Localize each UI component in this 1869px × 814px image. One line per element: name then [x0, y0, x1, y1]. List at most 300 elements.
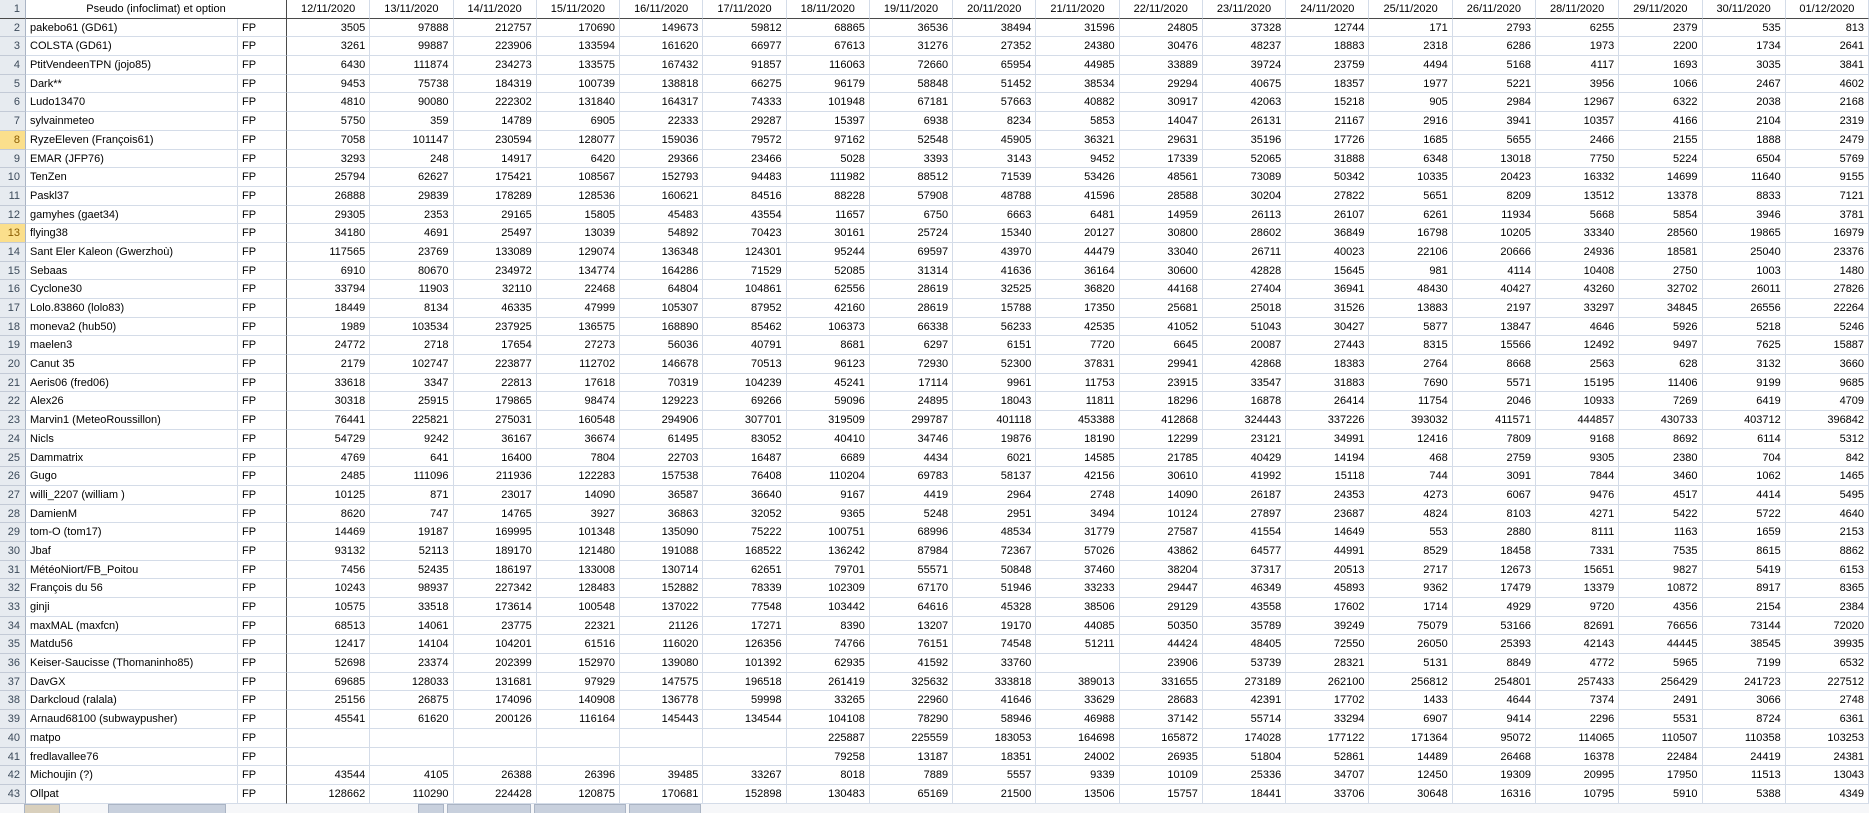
- value-cell[interactable]: 1973: [1536, 37, 1619, 56]
- value-cell[interactable]: 3293: [287, 150, 370, 169]
- value-cell[interactable]: 4769: [287, 449, 370, 468]
- value-cell[interactable]: 43558: [1203, 598, 1286, 617]
- value-cell[interactable]: 389013: [1036, 673, 1119, 692]
- value-cell[interactable]: [537, 729, 620, 748]
- value-cell[interactable]: 256429: [1619, 673, 1702, 692]
- value-cell[interactable]: 55571: [870, 561, 953, 580]
- value-cell[interactable]: 23759: [1286, 56, 1369, 75]
- value-cell[interactable]: 78339: [703, 579, 786, 598]
- value-cell[interactable]: 50848: [953, 561, 1036, 580]
- pseudo-cell[interactable]: RyzeEleven (François61): [26, 131, 238, 150]
- value-cell[interactable]: 120875: [537, 785, 620, 804]
- value-cell[interactable]: 17271: [703, 617, 786, 636]
- value-cell[interactable]: 88512: [870, 168, 953, 187]
- value-cell[interactable]: 12416: [1369, 430, 1452, 449]
- value-cell[interactable]: 5750: [287, 112, 370, 131]
- pseudo-cell[interactable]: Canut 35: [26, 355, 238, 374]
- value-cell[interactable]: 24353: [1286, 486, 1369, 505]
- value-cell[interactable]: 39724: [1203, 56, 1286, 75]
- value-cell[interactable]: 1003: [1703, 262, 1786, 281]
- value-cell[interactable]: 15651: [1536, 561, 1619, 580]
- value-cell[interactable]: 9199: [1703, 374, 1786, 393]
- value-cell[interactable]: 18441: [1203, 785, 1286, 804]
- value-cell[interactable]: 1693: [1619, 56, 1702, 75]
- value-cell[interactable]: 31596: [1036, 19, 1119, 38]
- value-cell[interactable]: 2168: [1786, 93, 1869, 112]
- row-header[interactable]: 43: [0, 785, 26, 804]
- value-cell[interactable]: 7331: [1536, 542, 1619, 561]
- value-cell[interactable]: 13378: [1619, 187, 1702, 206]
- value-cell[interactable]: 10109: [1120, 766, 1203, 785]
- value-cell[interactable]: 17350: [1036, 299, 1119, 318]
- value-cell[interactable]: 145443: [620, 710, 703, 729]
- value-cell[interactable]: 1480: [1786, 262, 1869, 281]
- option-cell[interactable]: FP: [238, 392, 287, 411]
- value-cell[interactable]: 9167: [787, 486, 870, 505]
- value-cell[interactable]: 2179: [287, 355, 370, 374]
- value-cell[interactable]: 9362: [1369, 579, 1452, 598]
- value-cell[interactable]: 46335: [454, 299, 537, 318]
- value-cell[interactable]: 273189: [1203, 673, 1286, 692]
- option-cell[interactable]: FP: [238, 243, 287, 262]
- value-cell[interactable]: 72367: [953, 542, 1036, 561]
- value-cell[interactable]: 164698: [1036, 729, 1119, 748]
- value-cell[interactable]: 26875: [370, 691, 453, 710]
- value-cell[interactable]: 5531: [1619, 710, 1702, 729]
- value-cell[interactable]: 22333: [620, 112, 703, 131]
- row-header[interactable]: 2: [0, 19, 26, 38]
- value-cell[interactable]: 30204: [1203, 187, 1286, 206]
- value-cell[interactable]: 4772: [1536, 654, 1619, 673]
- value-cell[interactable]: 128483: [537, 579, 620, 598]
- value-cell[interactable]: 8315: [1369, 336, 1452, 355]
- value-cell[interactable]: 39249: [1286, 617, 1369, 636]
- value-cell[interactable]: 70513: [703, 355, 786, 374]
- value-cell[interactable]: 20666: [1453, 243, 1536, 262]
- value-cell[interactable]: 1659: [1703, 523, 1786, 542]
- value-cell[interactable]: 1685: [1369, 131, 1452, 150]
- value-cell[interactable]: 14090: [537, 486, 620, 505]
- value-cell[interactable]: 6430: [287, 56, 370, 75]
- pseudo-cell[interactable]: DamienM: [26, 505, 238, 524]
- value-cell[interactable]: 11754: [1369, 392, 1452, 411]
- value-cell[interactable]: 2964: [953, 486, 1036, 505]
- value-cell[interactable]: 30476: [1120, 37, 1203, 56]
- value-cell[interactable]: 4419: [870, 486, 953, 505]
- pseudo-cell[interactable]: Sant Eler Kaleon (Gwerzhoù): [26, 243, 238, 262]
- value-cell[interactable]: 2154: [1703, 598, 1786, 617]
- value-cell[interactable]: 4349: [1786, 785, 1869, 804]
- value-cell[interactable]: 227512: [1786, 673, 1869, 692]
- option-cell[interactable]: FP: [238, 617, 287, 636]
- value-cell[interactable]: 69597: [870, 243, 953, 262]
- column-header-date[interactable]: 22/11/2020: [1120, 0, 1203, 19]
- option-cell[interactable]: FP: [238, 299, 287, 318]
- value-cell[interactable]: 15788: [953, 299, 1036, 318]
- value-cell[interactable]: 29447: [1120, 579, 1203, 598]
- value-cell[interactable]: 2197: [1453, 299, 1536, 318]
- value-cell[interactable]: 237925: [454, 318, 537, 337]
- value-cell[interactable]: 101147: [370, 131, 453, 150]
- row-header[interactable]: 41: [0, 748, 26, 767]
- pseudo-cell[interactable]: EMAR (JFP76): [26, 150, 238, 169]
- value-cell[interactable]: 25156: [287, 691, 370, 710]
- pseudo-cell[interactable]: maelen3: [26, 336, 238, 355]
- value-cell[interactable]: 8365: [1786, 579, 1869, 598]
- value-cell[interactable]: 5557: [953, 766, 1036, 785]
- value-cell[interactable]: 112702: [537, 355, 620, 374]
- value-cell[interactable]: 15645: [1286, 262, 1369, 281]
- value-cell[interactable]: 6261: [1369, 206, 1452, 225]
- value-cell[interactable]: 9168: [1536, 430, 1619, 449]
- value-cell[interactable]: 4602: [1786, 75, 1869, 94]
- value-cell[interactable]: 17654: [454, 336, 537, 355]
- value-cell[interactable]: 70423: [703, 224, 786, 243]
- value-cell[interactable]: 5218: [1703, 318, 1786, 337]
- value-cell[interactable]: 82691: [1536, 617, 1619, 636]
- value-cell[interactable]: 2748: [1036, 486, 1119, 505]
- value-cell[interactable]: 38506: [1036, 598, 1119, 617]
- value-cell[interactable]: 18383: [1286, 355, 1369, 374]
- value-cell[interactable]: 234273: [454, 56, 537, 75]
- value-cell[interactable]: 169995: [454, 523, 537, 542]
- value-cell[interactable]: 84516: [703, 187, 786, 206]
- value-cell[interactable]: 9339: [1036, 766, 1119, 785]
- value-cell[interactable]: 248: [370, 150, 453, 169]
- value-cell[interactable]: 1734: [1703, 37, 1786, 56]
- value-cell[interactable]: 62556: [787, 280, 870, 299]
- value-cell[interactable]: 6322: [1619, 93, 1702, 112]
- value-cell[interactable]: 222302: [454, 93, 537, 112]
- value-cell[interactable]: 52300: [953, 355, 1036, 374]
- value-cell[interactable]: 319509: [787, 411, 870, 430]
- value-cell[interactable]: 16487: [703, 449, 786, 468]
- value-cell[interactable]: 52065: [1203, 150, 1286, 169]
- value-cell[interactable]: 87952: [703, 299, 786, 318]
- value-cell[interactable]: 50350: [1120, 617, 1203, 636]
- value-cell[interactable]: 10124: [1120, 505, 1203, 524]
- value-cell[interactable]: 8234: [953, 112, 1036, 131]
- value-cell[interactable]: 22484: [1619, 748, 1702, 767]
- value-cell[interactable]: 27443: [1286, 336, 1369, 355]
- pseudo-cell[interactable]: matpo: [26, 729, 238, 748]
- value-cell[interactable]: 91857: [703, 56, 786, 75]
- value-cell[interactable]: 15118: [1286, 467, 1369, 486]
- value-cell[interactable]: 4709: [1786, 392, 1869, 411]
- value-cell[interactable]: 106373: [787, 318, 870, 337]
- value-cell[interactable]: 27822: [1286, 187, 1369, 206]
- pseudo-cell[interactable]: Jbaf: [26, 542, 238, 561]
- value-cell[interactable]: 33267: [703, 766, 786, 785]
- option-cell[interactable]: FP: [238, 411, 287, 430]
- value-cell[interactable]: 3132: [1703, 355, 1786, 374]
- value-cell[interactable]: 28683: [1120, 691, 1203, 710]
- value-cell[interactable]: 9476: [1536, 486, 1619, 505]
- option-cell[interactable]: FP: [238, 430, 287, 449]
- value-cell[interactable]: 83052: [703, 430, 786, 449]
- option-cell[interactable]: FP: [238, 374, 287, 393]
- value-cell[interactable]: 41554: [1203, 523, 1286, 542]
- value-cell[interactable]: 14959: [1120, 206, 1203, 225]
- value-cell[interactable]: 337226: [1286, 411, 1369, 430]
- value-cell[interactable]: 23466: [703, 150, 786, 169]
- option-cell[interactable]: FP: [238, 262, 287, 281]
- value-cell[interactable]: 12744: [1286, 19, 1369, 38]
- value-cell[interactable]: 2319: [1786, 112, 1869, 131]
- pseudo-cell[interactable]: sylvainmeteo: [26, 112, 238, 131]
- value-cell[interactable]: [620, 748, 703, 767]
- value-cell[interactable]: 160548: [537, 411, 620, 430]
- value-cell[interactable]: 15887: [1786, 336, 1869, 355]
- value-cell[interactable]: 130483: [787, 785, 870, 804]
- option-cell[interactable]: FP: [238, 168, 287, 187]
- value-cell[interactable]: 2750: [1619, 262, 1702, 281]
- value-cell[interactable]: 54892: [620, 224, 703, 243]
- value-cell[interactable]: 2563: [1536, 355, 1619, 374]
- value-cell[interactable]: 110290: [370, 785, 453, 804]
- value-cell[interactable]: 15397: [787, 112, 870, 131]
- value-cell[interactable]: 26468: [1453, 748, 1536, 767]
- value-cell[interactable]: 6255: [1536, 19, 1619, 38]
- value-cell[interactable]: 36863: [620, 505, 703, 524]
- pseudo-cell[interactable]: flying38: [26, 224, 238, 243]
- value-cell[interactable]: 7456: [287, 561, 370, 580]
- value-cell[interactable]: 2485: [287, 467, 370, 486]
- pseudo-cell[interactable]: MétéoNiort/FB_Poitou: [26, 561, 238, 580]
- value-cell[interactable]: 76408: [703, 467, 786, 486]
- value-cell[interactable]: 29305: [287, 206, 370, 225]
- value-cell[interactable]: 18581: [1619, 243, 1702, 262]
- value-cell[interactable]: 42828: [1203, 262, 1286, 281]
- value-cell[interactable]: 41052: [1120, 318, 1203, 337]
- value-cell[interactable]: 171: [1369, 19, 1452, 38]
- value-cell[interactable]: 79258: [787, 748, 870, 767]
- value-cell[interactable]: 842: [1786, 449, 1869, 468]
- value-cell[interactable]: 223877: [454, 355, 537, 374]
- value-cell[interactable]: 3091: [1453, 467, 1536, 486]
- value-cell[interactable]: 44479: [1036, 243, 1119, 262]
- value-cell[interactable]: 1062: [1703, 467, 1786, 486]
- value-cell[interactable]: 17114: [870, 374, 953, 393]
- value-cell[interactable]: 6297: [870, 336, 953, 355]
- pseudo-cell[interactable]: Gugo: [26, 467, 238, 486]
- value-cell[interactable]: 7535: [1619, 542, 1702, 561]
- value-cell[interactable]: 101948: [787, 93, 870, 112]
- option-cell[interactable]: FP: [238, 710, 287, 729]
- value-cell[interactable]: 225887: [787, 729, 870, 748]
- value-cell[interactable]: 54729: [287, 430, 370, 449]
- option-cell[interactable]: FP: [238, 318, 287, 337]
- value-cell[interactable]: 21500: [953, 785, 1036, 804]
- value-cell[interactable]: 5168: [1453, 56, 1536, 75]
- value-cell[interactable]: 7750: [1536, 150, 1619, 169]
- value-cell[interactable]: 36640: [703, 486, 786, 505]
- value-cell[interactable]: 3143: [953, 150, 1036, 169]
- option-cell[interactable]: FP: [238, 467, 287, 486]
- row-header[interactable]: 18: [0, 318, 26, 337]
- row-header[interactable]: 24: [0, 430, 26, 449]
- value-cell[interactable]: 36164: [1036, 262, 1119, 281]
- value-cell[interactable]: 5668: [1536, 206, 1619, 225]
- value-cell[interactable]: 131681: [454, 673, 537, 692]
- value-cell[interactable]: 10357: [1536, 112, 1619, 131]
- value-cell[interactable]: 104861: [703, 280, 786, 299]
- value-cell[interactable]: 96123: [787, 355, 870, 374]
- value-cell[interactable]: 128077: [537, 131, 620, 150]
- sheet-tab[interactable]: [534, 804, 626, 813]
- value-cell[interactable]: 42868: [1203, 355, 1286, 374]
- value-cell[interactable]: 11811: [1036, 392, 1119, 411]
- value-cell[interactable]: 8134: [370, 299, 453, 318]
- value-cell[interactable]: 20127: [1036, 224, 1119, 243]
- value-cell[interactable]: 5965: [1619, 654, 1702, 673]
- value-cell[interactable]: 2380: [1619, 449, 1702, 468]
- value-cell[interactable]: 5131: [1369, 654, 1452, 673]
- value-cell[interactable]: 43862: [1120, 542, 1203, 561]
- value-cell[interactable]: 8529: [1369, 542, 1452, 561]
- value-cell[interactable]: 100751: [787, 523, 870, 542]
- value-cell[interactable]: 159036: [620, 131, 703, 150]
- value-cell[interactable]: 29631: [1120, 131, 1203, 150]
- value-cell[interactable]: 108567: [537, 168, 620, 187]
- value-cell[interactable]: 46988: [1036, 710, 1119, 729]
- value-cell[interactable]: 5312: [1786, 430, 1869, 449]
- column-header-date[interactable]: 15/11/2020: [537, 0, 620, 19]
- value-cell[interactable]: 241723: [1703, 673, 1786, 692]
- value-cell[interactable]: 40429: [1203, 449, 1286, 468]
- value-cell[interactable]: 30648: [1369, 785, 1452, 804]
- value-cell[interactable]: 35789: [1203, 617, 1286, 636]
- value-cell[interactable]: 76151: [870, 635, 953, 654]
- value-cell[interactable]: 2153: [1786, 523, 1869, 542]
- option-cell[interactable]: FP: [238, 75, 287, 94]
- value-cell[interactable]: 59998: [703, 691, 786, 710]
- value-cell[interactable]: 23915: [1120, 374, 1203, 393]
- value-cell[interactable]: 444857: [1536, 411, 1619, 430]
- value-cell[interactable]: 2379: [1619, 19, 1702, 38]
- value-cell[interactable]: 9961: [953, 374, 1036, 393]
- value-cell[interactable]: 104108: [787, 710, 870, 729]
- value-cell[interactable]: 103534: [370, 318, 453, 337]
- option-cell[interactable]: FP: [238, 37, 287, 56]
- value-cell[interactable]: 23121: [1203, 430, 1286, 449]
- value-cell[interactable]: 12417: [287, 635, 370, 654]
- value-cell[interactable]: 22321: [537, 617, 620, 636]
- value-cell[interactable]: 45905: [953, 131, 1036, 150]
- value-cell[interactable]: 43554: [703, 206, 786, 225]
- value-cell[interactable]: 4273: [1369, 486, 1452, 505]
- value-cell[interactable]: 4434: [870, 449, 953, 468]
- pseudo-cell[interactable]: COLSTA (GD61): [26, 37, 238, 56]
- value-cell[interactable]: 8681: [787, 336, 870, 355]
- value-cell[interactable]: 225559: [870, 729, 953, 748]
- value-cell[interactable]: 6419: [1703, 392, 1786, 411]
- value-cell[interactable]: 14469: [287, 523, 370, 542]
- value-cell[interactable]: 2641: [1786, 37, 1869, 56]
- value-cell[interactable]: 8668: [1453, 355, 1536, 374]
- value-cell[interactable]: 5422: [1619, 505, 1702, 524]
- value-cell[interactable]: 4117: [1536, 56, 1619, 75]
- value-cell[interactable]: 25497: [454, 224, 537, 243]
- value-cell[interactable]: 3066: [1703, 691, 1786, 710]
- value-cell[interactable]: [703, 748, 786, 767]
- value-cell[interactable]: 17479: [1453, 579, 1536, 598]
- value-cell[interactable]: 66977: [703, 37, 786, 56]
- option-cell[interactable]: FP: [238, 355, 287, 374]
- value-cell[interactable]: 37142: [1120, 710, 1203, 729]
- value-cell[interactable]: 36536: [870, 19, 953, 38]
- value-cell[interactable]: 468: [1369, 449, 1452, 468]
- value-cell[interactable]: 4414: [1703, 486, 1786, 505]
- value-cell[interactable]: 2491: [1619, 691, 1702, 710]
- value-cell[interactable]: 8390: [787, 617, 870, 636]
- value-cell[interactable]: 225821: [370, 411, 453, 430]
- value-cell[interactable]: 68996: [870, 523, 953, 542]
- pseudo-cell[interactable]: François du 56: [26, 579, 238, 598]
- row-header[interactable]: 16: [0, 280, 26, 299]
- value-cell[interactable]: 2046: [1453, 392, 1536, 411]
- column-header-date[interactable]: 23/11/2020: [1203, 0, 1286, 19]
- value-cell[interactable]: 19309: [1453, 766, 1536, 785]
- value-cell[interactable]: [370, 748, 453, 767]
- value-cell[interactable]: 41636: [953, 262, 1036, 281]
- value-cell[interactable]: 26396: [537, 766, 620, 785]
- value-cell[interactable]: 4105: [370, 766, 453, 785]
- value-cell[interactable]: 95072: [1453, 729, 1536, 748]
- pseudo-cell[interactable]: Ludo13470: [26, 93, 238, 112]
- value-cell[interactable]: 36587: [620, 486, 703, 505]
- value-cell[interactable]: 14917: [454, 150, 537, 169]
- option-cell[interactable]: FP: [238, 112, 287, 131]
- value-cell[interactable]: 8209: [1453, 187, 1536, 206]
- value-cell[interactable]: 97888: [370, 19, 453, 38]
- value-cell[interactable]: 36820: [1036, 280, 1119, 299]
- sheet-tab[interactable]: [418, 804, 444, 813]
- value-cell[interactable]: 33547: [1203, 374, 1286, 393]
- value-cell[interactable]: 33340: [1536, 224, 1619, 243]
- value-cell[interactable]: 102309: [787, 579, 870, 598]
- value-cell[interactable]: 4640: [1786, 505, 1869, 524]
- value-cell[interactable]: 3946: [1703, 206, 1786, 225]
- value-cell[interactable]: 17339: [1120, 150, 1203, 169]
- value-cell[interactable]: 72020: [1786, 617, 1869, 636]
- value-cell[interactable]: 39935: [1786, 635, 1869, 654]
- value-cell[interactable]: 76656: [1619, 617, 1702, 636]
- value-cell[interactable]: 27273: [537, 336, 620, 355]
- value-cell[interactable]: 10933: [1536, 392, 1619, 411]
- column-header-date[interactable]: 17/11/2020: [703, 0, 786, 19]
- value-cell[interactable]: 6420: [537, 150, 620, 169]
- value-cell[interactable]: 20423: [1453, 168, 1536, 187]
- value-cell[interactable]: 13187: [870, 748, 953, 767]
- value-cell[interactable]: 33889: [1120, 56, 1203, 75]
- value-cell[interactable]: 79572: [703, 131, 786, 150]
- value-cell[interactable]: 67170: [870, 579, 953, 598]
- value-cell[interactable]: 6504: [1703, 150, 1786, 169]
- value-cell[interactable]: 179865: [454, 392, 537, 411]
- value-cell[interactable]: 69783: [870, 467, 953, 486]
- value-cell[interactable]: 16878: [1203, 392, 1286, 411]
- value-cell[interactable]: 31888: [1286, 150, 1369, 169]
- value-cell[interactable]: 26556: [1703, 299, 1786, 318]
- value-cell[interactable]: 37328: [1203, 19, 1286, 38]
- value-cell[interactable]: 13847: [1453, 318, 1536, 337]
- value-cell[interactable]: 58848: [870, 75, 953, 94]
- pseudo-cell[interactable]: Alex26: [26, 392, 238, 411]
- value-cell[interactable]: 75738: [370, 75, 453, 94]
- value-cell[interactable]: 12450: [1369, 766, 1452, 785]
- value-cell[interactable]: 62651: [703, 561, 786, 580]
